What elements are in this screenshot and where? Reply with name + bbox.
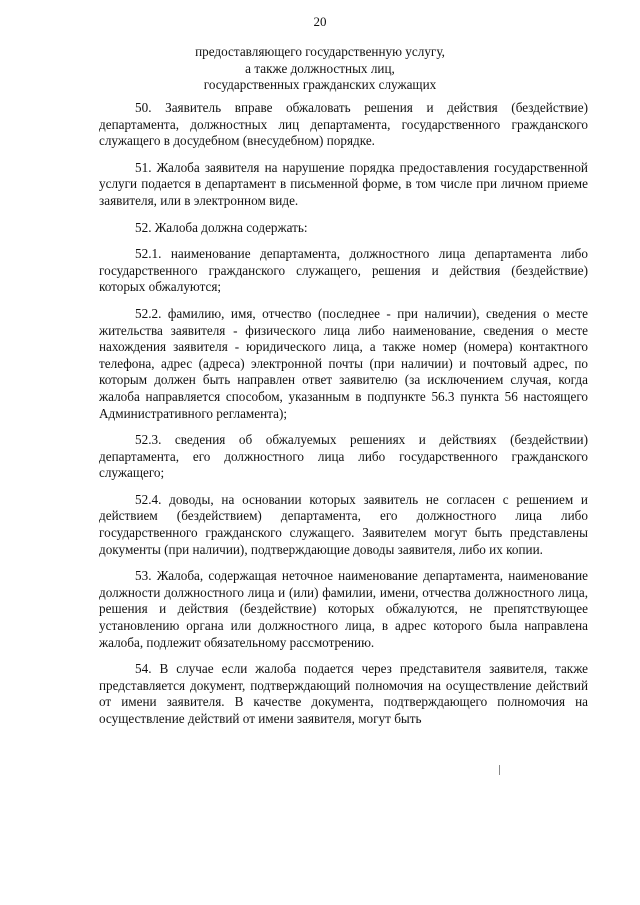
paragraph-53: 53. Жалоба, содержащая неточное наименование департамента, наименование должности должностного лица и (или) фамилии, имени, отчества должностного лица, решения и действия (бездействие) которых обжалуются, не препятствующее установлению органа или должностного лица, в адрес которого была направлена жалоба, подлежит обязательному рассмотрению. [99,568,588,650]
paragraph-50: 50. Заявитель вправе обжаловать решения и действия (бездействие) департамента, должностных лиц департамента, государственного гражданского служащего в досудебном (внесудебном) порядке. [99,100,588,149]
page-number: 20 [313,14,327,29]
paragraph-51: 51. Жалоба заявителя на нарушение порядка предоставления государственной услуги подается в департамент в письменной форме, в том числе при личном приеме заявителя, или в электронном виде. [99,159,588,208]
paragraph-52-4: 52.4. доводы, на основании которых заявитель не согласен с решением и действием (бездействием) департамента, его должностного лица либо государственного гражданского служащего. Заявителем могут быть представлены документы (при наличии), подтверждающие доводы заявителя, либо их копии. [99,491,588,557]
heading-line-1: предоставляющего государственную услугу, [195,44,445,59]
paragraph-52: 52. Жалоба должна содержать: [135,219,308,235]
paragraph-52-3: 52.3. сведения об обжалуемых решениях и действиях (бездействии) департамента, его должностного лица либо государственного гражданского служащего; [99,432,588,481]
scan-mark [499,765,500,775]
heading-line-2: а также должностных лиц, [245,60,395,76]
heading-line-3: государственных гражданских служащих [203,77,437,92]
section-heading [0,44,640,94]
paragraph-52-2: 52.2. фамилию, имя, отчество (последнее - при наличии), сведения о месте жительства заявителя - физического лица либо наименование, сведения о месте нахождения заявителя - юридического лица, а также номер (номера) контактного телефона, адрес (адреса) электронной почты (при наличии) и почтовый адрес, по которым должен быть направлен ответ заявителю (за исключением случая, когда жалоба направляется способом, указанным в подпункте 56.3 пункта 56 настоящего Административного регламента); [99,305,588,421]
document-body [99,100,588,738]
paragraph-54: 54. В случае если жалоба подается через представителя заявителя, также представляется документ, подтверждающий полномочия на осуществление действий от имени заявителя. В качестве документа, подтверждающего полномочия на осуществление действий от имени заявителя, могут быть [99,661,588,726]
paragraph-52-1: 52.1. наименование департамента, должностного лица департамента либо государственного гражданского служащего, решения и действия (бездействие) которых обжалуются; [99,246,588,295]
